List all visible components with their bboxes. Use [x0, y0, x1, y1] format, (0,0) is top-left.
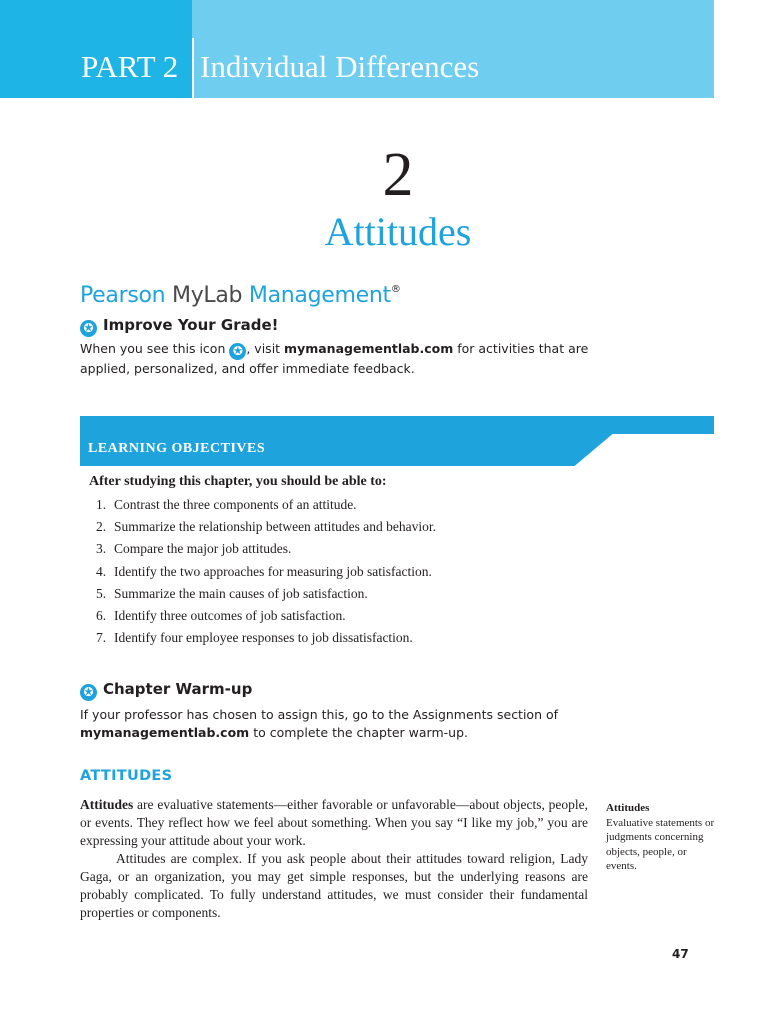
brand-pearson: Pearson [80, 283, 173, 308]
objective-text: Contrast the three components of an attitude. [114, 497, 357, 512]
brand-mylab: MyLab [172, 283, 243, 308]
chapter-number: 2 [382, 141, 414, 209]
learning-objectives-title: LEARNING OBJECTIVES [88, 441, 266, 456]
mylab-desc-start: When you see this icon [80, 341, 230, 356]
margin-definition [606, 801, 716, 874]
objective-item [96, 561, 436, 583]
chapter-title: Attitudes [324, 209, 472, 254]
paragraph-text: are evaluative statements—either favorable or unfavorable—about objects, people, or events. They reflect how we feel about something. When you say “I like my job,” you are expressing your attitude about your work. [80, 797, 588, 848]
warmup-desc-start: If your professor has chosen to assign this, go to the Assignments section of [80, 707, 559, 722]
objective-text: Identify three outcomes of job satisfaction. [114, 608, 346, 624]
section-heading: ATTITUDES [80, 768, 173, 784]
objective-number: 4. [96, 563, 107, 579]
warmup-site-link[interactable]: mymanagementlab.com [80, 725, 250, 740]
margin-definition-text: Evaluative statements or judgments concerning objects, people, or events. [606, 816, 715, 872]
body-paragraph [80, 796, 588, 850]
mylab-brand [80, 283, 401, 308]
body-paragraph: Attitudes are complex. If you ask people about their attitudes toward religion, Lady Gaga, or an organization, you may get simple responses, but the underlying reasons are probably complicated. To fully understand attitudes, we must consider their fundamental properties or components. [80, 851, 588, 920]
objective-number: 2. [96, 519, 107, 535]
mylab-description [80, 340, 600, 378]
star-badge-icon: ✪ [229, 343, 246, 360]
objective-item [96, 583, 436, 605]
objective-number: 6. [96, 608, 107, 624]
objective-number: 7. [96, 630, 107, 646]
objective-item [96, 538, 436, 560]
mylab-desc-visit: , visit [246, 341, 285, 356]
improve-grade-heading [80, 316, 279, 337]
star-badge-icon: ✪ [80, 320, 97, 337]
objective-item [96, 605, 436, 627]
objective-text: Summarize the relationship between attitudes and behavior. [114, 519, 437, 535]
objective-text: Identify four employee responses to job dissatisfaction. [114, 630, 413, 646]
star-badge-icon: ✪ [80, 684, 97, 701]
brand-management: Management [242, 283, 391, 308]
objective-text: Compare the major job attitudes. [114, 541, 292, 557]
objective-number: 1. [96, 497, 107, 512]
improve-grade-text: Improve Your Grade! [103, 316, 279, 334]
learning-objectives-intro: After studying this chapter, you should be able to: [89, 474, 387, 489]
objective-number: 5. [96, 585, 107, 601]
registered-mark: ® [390, 284, 401, 295]
key-term: Attitudes [80, 797, 134, 812]
objective-item [96, 494, 436, 516]
chapter-warmup-description [80, 706, 600, 742]
objective-item [96, 627, 436, 649]
warmup-desc-end: to complete the chapter warm-up. [249, 725, 468, 740]
mylab-desc-end: for activities that are applied, personalized, and offer immediate feedback. [80, 341, 589, 376]
mylab-site-link[interactable]: mymanagementlab.com [284, 341, 454, 356]
part-header-divider [192, 38, 194, 98]
chapter-warmup-text: Chapter Warm-up [103, 680, 253, 698]
margin-term: Attitudes [606, 802, 650, 814]
page-number: 47 [672, 947, 689, 961]
body-text [80, 796, 588, 922]
learning-objectives-list [96, 494, 436, 649]
objective-text: Identify the two approaches for measuring job satisfaction. [114, 563, 432, 579]
objective-number: 3. [96, 541, 107, 557]
part-title: Individual Differences [200, 49, 480, 84]
objective-text: Summarize the main causes of job satisfaction. [114, 585, 368, 601]
part-label: PART 2 [81, 49, 179, 84]
chapter-warmup-heading [80, 680, 252, 701]
objective-item [96, 516, 436, 538]
